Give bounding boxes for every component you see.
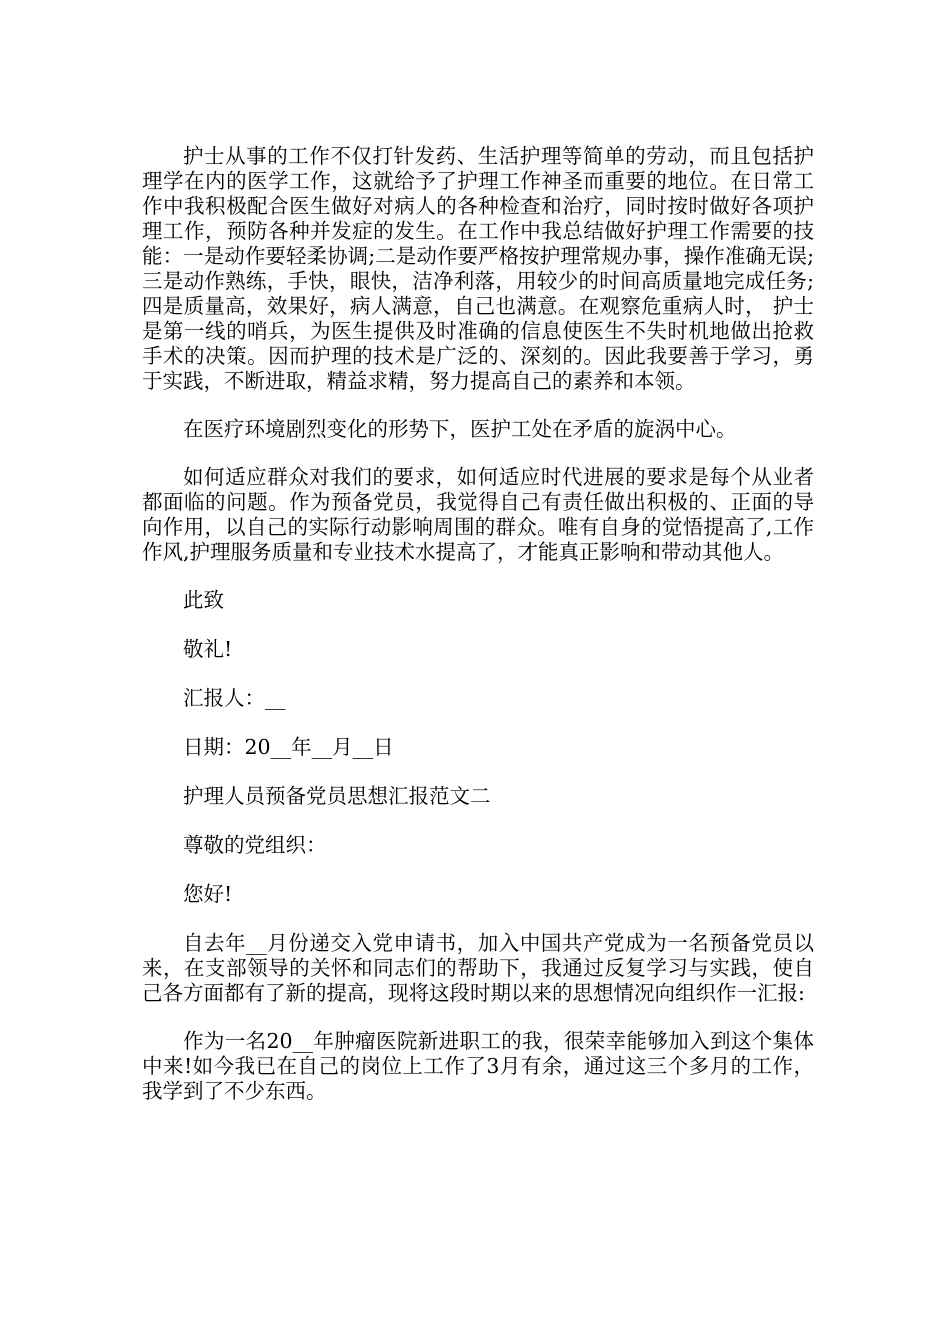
paragraph-application-intro: 自去年__月份递交入党申请书，加入中国共产党成为一名预备党员以来，在支部领导的关怀和同志们的帮助下，我通过反复学习与实践，使自己各方面都有了新的提高，现将这段时期以来的思想情况向组织作一汇报: <box>142 931 814 1005</box>
greeting-party-organization: 尊敬的党组织： <box>183 833 327 857</box>
paragraph-adapt-to-masses: 如何适应群众对我们的要求，如何适应时代进展的要求是每个从业者都面临的问题。作为预备党员，我觉得自己有责任做出积极的、正面的导向作用，以自己的实际行动影响周围的群众。唯有自身的觉悟提高了,工作作风,护理服务质量和专业技术水提高了，才能真正影响和带动其他人。 <box>142 465 814 564</box>
paragraph-medical-environment: 在医疗环境剧烈变化的形势下，医护工处在矛盾的旋涡中心。 <box>183 417 737 441</box>
greeting-hello: 您好! <box>183 882 233 906</box>
closing-salutation: 此致 <box>183 588 224 612</box>
document-page <box>142 144 814 1127</box>
reporter-line: 汇报人：__ <box>183 686 286 710</box>
closing-regards: 敬礼! <box>183 637 233 661</box>
paragraph-new-employee: 作为一名20__年肿瘤医院新进职工的我，很荣幸能够加入到这个集体中来!如今我已在自己的岗位上工作了3月有余，通过这三个多月的工作，我学到了不少东西。 <box>142 1029 814 1103</box>
section-title-sample-two: 护理人员预备党员思想汇报范文二 <box>183 784 491 808</box>
paragraph-nursing-skills: 护士从事的工作不仅打针发药、生活护理等简单的劳动，而且包括护理学在内的医学工作，这就给予了护理工作神圣而重要的地位。在日常工作中我积极配合医生做好对病人的各种检查和治疗，同时按时做好各项护理工作，预防各种并发症的发生。在工作中我总结做好护理工作需要的技能：一是动作要轻柔协调;二是动作要严格按护理常规办事，操作准确无误;三是动作熟练，手快，眼快，洁净利落，用较少的时间高质量地完成任务;四是质量高，效果好，病人满意，自己也满意。在观察危重病人时， 护士是第一线的哨兵，为医生提供及时准确的信息使医生不失时机地做出抢救手术的决策。因而护理的技术是广泛的、深刻的。因此我要善于学习，勇于实践，不断进取，精益求精，努力提高自己的素养和本领。 <box>142 144 814 393</box>
date-line: 日期：20__年__月__日 <box>183 735 394 759</box>
